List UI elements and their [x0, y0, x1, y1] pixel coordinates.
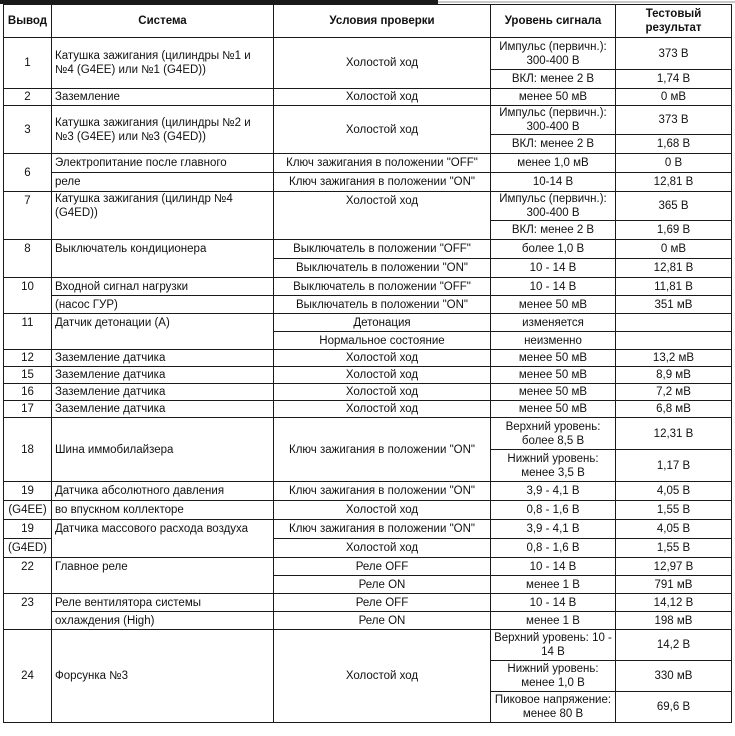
- signal-cell: более 1,0 В: [491, 240, 616, 259]
- signal-cell: Нижний уровень: менее 3,5 В: [491, 450, 616, 482]
- pin-cell: 19: [4, 520, 52, 539]
- system-cell: Заземление датчика: [52, 401, 274, 418]
- result-cell: 198 мВ: [616, 612, 732, 630]
- pin-cell: 6: [4, 154, 52, 192]
- result-cell: 69,6 В: [616, 692, 732, 723]
- table-row: [4, 418, 732, 450]
- header-result: Тестовый результат: [616, 5, 732, 38]
- pin-cell: (G4EE): [4, 501, 52, 520]
- result-cell: 7,2 мВ: [616, 384, 732, 401]
- system-cell: Реле вентилятора системы: [52, 594, 274, 612]
- signal-cell: Импульс (первичн.): 300-400 В: [491, 106, 616, 135]
- system-cell: (насос ГУР): [52, 296, 274, 314]
- result-cell: 8,9 мВ: [616, 367, 732, 384]
- result-cell: 13,2 мВ: [616, 350, 732, 367]
- system-cell: Катушка зажигания (цилиндры №2 и №3 (G4EE) или №3 (G4ED)): [52, 106, 274, 154]
- system-cell: Заземление датчика: [52, 367, 274, 384]
- system-cell: Главное реле: [52, 558, 274, 594]
- condition-cell: Выключатель в положении "OFF": [274, 240, 491, 259]
- result-cell: [616, 314, 732, 332]
- pin-cell: 1: [4, 38, 52, 89]
- signal-cell: менее 50 мВ: [491, 384, 616, 401]
- result-cell: 365 В: [616, 192, 732, 221]
- result-cell: 1,69 В: [616, 221, 732, 240]
- system-cell: Шина иммобилайзера: [52, 418, 274, 482]
- condition-cell: Выключатель в положении "ON": [274, 296, 491, 314]
- signal-cell: неизменно: [491, 332, 616, 350]
- system-cell: Заземление датчика: [52, 384, 274, 401]
- pin-cell: 16: [4, 384, 52, 401]
- signal-cell: 10 - 14 В: [491, 558, 616, 576]
- top-border-light: [438, 1, 735, 3]
- signal-cell: Импульс (первичн.): 300-400 В: [491, 38, 616, 70]
- condition-cell: Холостой ход: [274, 539, 491, 558]
- result-cell: 351 мВ: [616, 296, 732, 314]
- condition-cell: Холостой ход: [274, 350, 491, 367]
- signal-cell: ВКЛ: менее 2 В: [491, 135, 616, 154]
- pin-cell: 19: [4, 482, 52, 501]
- pin-cell: 23: [4, 594, 52, 630]
- condition-cell: Холостой ход: [274, 192, 491, 240]
- condition-cell: Ключ зажигания в положении "ON": [274, 482, 491, 501]
- system-cell: Выключатель кондиционера: [52, 240, 274, 278]
- signal-cell: Верхний уровень: 10 - 14 В: [491, 630, 616, 661]
- condition-cell: Ключ зажигания в положении "ON": [274, 173, 491, 192]
- condition-cell: Холостой ход: [274, 367, 491, 384]
- result-cell: 12,81 В: [616, 259, 732, 278]
- result-cell: 1,74 В: [616, 70, 732, 89]
- signal-cell: менее 50 мВ: [491, 89, 616, 106]
- result-cell: 791 мВ: [616, 576, 732, 594]
- pin-cell: 18: [4, 418, 52, 482]
- condition-cell: Холостой ход: [274, 401, 491, 418]
- condition-cell: Реле ON: [274, 576, 491, 594]
- header-pin: Вывод: [4, 5, 52, 38]
- signal-cell: менее 1 В: [491, 576, 616, 594]
- signal-cell: 0,8 - 1,6 В: [491, 501, 616, 520]
- signal-cell: 3,9 - 4,1 В: [491, 520, 616, 539]
- signal-cell: 10 - 14 В: [491, 594, 616, 612]
- signal-cell: менее 50 мВ: [491, 296, 616, 314]
- table-row: [4, 520, 732, 539]
- result-cell: 12,31 В: [616, 418, 732, 450]
- result-cell: 373 В: [616, 38, 732, 70]
- signal-cell: 10 - 14 В: [491, 278, 616, 296]
- condition-cell: Ключ зажигания в положении "ON": [274, 418, 491, 482]
- table-row: [4, 612, 732, 630]
- signal-cell: менее 1 В: [491, 612, 616, 630]
- pin-cell: 2: [4, 89, 52, 106]
- result-cell: 12,81 В: [616, 173, 732, 192]
- table-row: [4, 314, 732, 332]
- signal-cell: Пиковое напряжение: менее 80 В: [491, 692, 616, 723]
- header-signal: Уровень сигнала: [491, 5, 616, 38]
- condition-cell: Выключатель в положении "OFF": [274, 278, 491, 296]
- header-row: [4, 5, 732, 38]
- pin-cell: 11: [4, 314, 52, 350]
- result-cell: 0 мВ: [616, 240, 732, 259]
- table-row: [4, 296, 732, 314]
- result-cell: 0 В: [616, 154, 732, 173]
- result-cell: 1,17 В: [616, 450, 732, 482]
- pin-cell: 7: [4, 192, 52, 240]
- system-cell: Заземление: [52, 89, 274, 106]
- condition-cell: Реле OFF: [274, 558, 491, 576]
- result-cell: [616, 332, 732, 350]
- system-cell: Датчика массового расхода воздуха: [52, 520, 274, 558]
- table-row: [4, 384, 732, 401]
- condition-cell: Детонация: [274, 314, 491, 332]
- result-cell: 14,12 В: [616, 594, 732, 612]
- condition-cell: Холостой ход: [274, 501, 491, 520]
- condition-cell: Холостой ход: [274, 89, 491, 106]
- ecu-pin-test-table: [3, 4, 732, 723]
- table-row: [4, 401, 732, 418]
- table-row: [4, 501, 732, 520]
- result-cell: 330 мВ: [616, 661, 732, 692]
- system-cell: во впускном коллекторе: [52, 501, 274, 520]
- system-cell: Электропитание после главного: [52, 154, 274, 173]
- signal-cell: 10-14 В: [491, 173, 616, 192]
- condition-cell: Холостой ход: [274, 106, 491, 154]
- table-row: [4, 367, 732, 384]
- result-cell: 11,81 В: [616, 278, 732, 296]
- system-cell: Заземление датчика: [52, 350, 274, 367]
- table-row: [4, 278, 732, 296]
- pin-cell: 15: [4, 367, 52, 384]
- table-row: [4, 89, 732, 106]
- table-row: [4, 192, 732, 221]
- signal-cell: ВКЛ: менее 2 В: [491, 70, 616, 89]
- result-cell: 0 мВ: [616, 89, 732, 106]
- condition-cell: Холостой ход: [274, 38, 491, 89]
- signal-cell: менее 50 мВ: [491, 350, 616, 367]
- table-row: [4, 630, 732, 661]
- system-cell: реле: [52, 173, 274, 192]
- signal-cell: ВКЛ: менее 2 В: [491, 221, 616, 240]
- signal-cell: Импульс (первичн.): 300-400 В: [491, 192, 616, 221]
- table-row: [4, 106, 732, 135]
- system-cell: охлаждения (High): [52, 612, 274, 630]
- condition-cell: Реле OFF: [274, 594, 491, 612]
- condition-cell: Нормальное состояние: [274, 332, 491, 350]
- pin-cell: 8: [4, 240, 52, 278]
- pin-cell: 12: [4, 350, 52, 367]
- signal-cell: менее 50 мВ: [491, 367, 616, 384]
- result-cell: 12,97 В: [616, 558, 732, 576]
- condition-cell: Холостой ход: [274, 630, 491, 723]
- result-cell: 1,55 В: [616, 539, 732, 558]
- table-row: [4, 173, 732, 192]
- result-cell: 1,55 В: [616, 501, 732, 520]
- system-cell: Форсунка №3: [52, 630, 274, 723]
- result-cell: 6,8 мВ: [616, 401, 732, 418]
- pin-cell: 10: [4, 278, 52, 314]
- signal-cell: Верхний уровень: более 8,5 В: [491, 418, 616, 450]
- pin-cell: 3: [4, 106, 52, 154]
- system-cell: Входной сигнал нагрузки: [52, 278, 274, 296]
- pin-cell: 17: [4, 401, 52, 418]
- condition-cell: Выключатель в положении "ON": [274, 259, 491, 278]
- pin-cell: 22: [4, 558, 52, 594]
- condition-cell: Ключ зажигания в положении "OFF": [274, 154, 491, 173]
- signal-cell: менее 1,0 мВ: [491, 154, 616, 173]
- table-row: [4, 350, 732, 367]
- system-cell: Катушка зажигания (цилиндр №4 (G4ED)): [52, 192, 274, 240]
- signal-cell: менее 50 мВ: [491, 401, 616, 418]
- system-cell: Датчик детонации (А): [52, 314, 274, 350]
- signal-cell: 0,8 - 1,6 В: [491, 539, 616, 558]
- table-row: [4, 154, 732, 173]
- result-cell: 4,05 В: [616, 482, 732, 501]
- signal-cell: 3,9 - 4,1 В: [491, 482, 616, 501]
- table-row: [4, 558, 732, 576]
- header-conditions: Условия проверки: [274, 5, 491, 38]
- condition-cell: Холостой ход: [274, 384, 491, 401]
- system-cell: Катушка зажигания (цилиндры №1 и №4 (G4EE) или №1 (G4ED)): [52, 38, 274, 89]
- table-row: [4, 38, 732, 70]
- pin-cell: 24: [4, 630, 52, 723]
- table-row: [4, 482, 732, 501]
- result-cell: 14,2 В: [616, 630, 732, 661]
- signal-cell: Нижний уровень: менее 1,0 В: [491, 661, 616, 692]
- condition-cell: Реле ON: [274, 612, 491, 630]
- signal-cell: 10 - 14 В: [491, 259, 616, 278]
- result-cell: 4,05 В: [616, 520, 732, 539]
- header-system: Система: [52, 5, 274, 38]
- signal-cell: изменяется: [491, 314, 616, 332]
- pin-cell: (G4ED): [4, 539, 52, 558]
- result-cell: 373 В: [616, 106, 732, 135]
- table-row: [4, 594, 732, 612]
- result-cell: 1,68 В: [616, 135, 732, 154]
- table-row: [4, 240, 732, 259]
- condition-cell: Ключ зажигания в положении "ON": [274, 520, 491, 539]
- system-cell: Датчика абсолютного давления: [52, 482, 274, 501]
